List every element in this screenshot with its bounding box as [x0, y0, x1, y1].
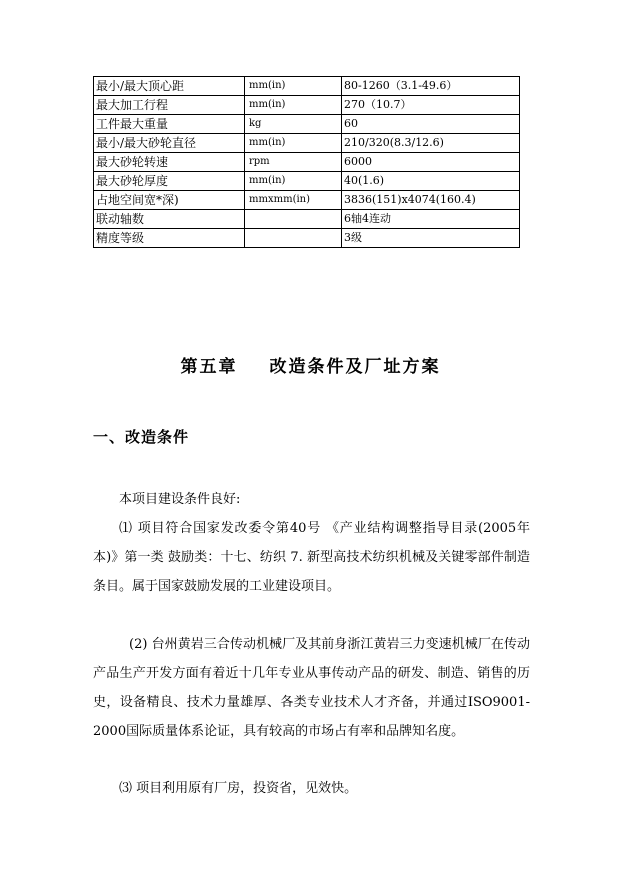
unit-cell: mm(in) [245, 77, 342, 96]
param-cell: 最小/最大顶心距 [94, 77, 245, 96]
unit-cell: kg [245, 115, 342, 134]
table-row [94, 172, 520, 191]
unit-cell: rpm [245, 153, 342, 172]
condition-paragraph-2: (2) 台州黄岩三合传动机械厂及其前身浙江黄岩三力变速机械厂在传动产品生产开发方面有着近十几年专业从事传动产品的研发、制造、销售的历史，设备精良、技术力量雄厚、各类专业技术人才齐备，并通过ISO9001-2000国际质量体系论证，具有较高的市场占有率和品牌知名度。 [93, 637, 530, 739]
unit-cell: mm(in) [245, 96, 342, 115]
param-cell: 占地空间宽*深) [94, 191, 245, 210]
param-cell: 工件最大重量 [94, 115, 245, 134]
condition-paragraph-3: ⑶ 项目利用原有厂房，投资省，见效快。 [119, 781, 358, 796]
value-cell: 40(1.6) [342, 172, 520, 191]
table-row [94, 115, 520, 134]
value-cell: 80-1260（3.1-49.6） [342, 77, 520, 96]
table-row [94, 153, 520, 172]
table-row [94, 229, 520, 248]
unit-cell [245, 229, 342, 248]
table-row [94, 77, 520, 96]
value-cell: 60 [342, 115, 520, 134]
param-cell: 最小/最大砂轮直径 [94, 134, 245, 153]
param-cell: 精度等级 [94, 229, 245, 248]
spec-table [93, 76, 520, 248]
table-row [94, 134, 520, 153]
unit-cell: mm(in) [245, 172, 342, 191]
table-row [94, 210, 520, 229]
condition-paragraph-1: ⑴ 项目符合国家发改委令第40号 《产业结构调整指导目录(2005年本)》第一类 鼓励类：十七、纺织 7. 新型高技术纺织机械及关键零部件制造条目。属于国家鼓励发展的工业建设项目。 [93, 521, 530, 594]
value-cell: 210/320(8.3/12.6) [342, 134, 520, 153]
table-row [94, 191, 520, 210]
intro-paragraph: 本项目建设条件良好: [119, 492, 241, 507]
param-cell: 联动轴数 [94, 210, 245, 229]
value-cell: 270（10.7） [342, 96, 520, 115]
unit-cell: mmxmm(in) [245, 191, 342, 210]
chapter-number: 第五章 [180, 357, 238, 377]
unit-cell [245, 210, 342, 229]
value-cell: 6000 [342, 153, 520, 172]
param-cell: 最大砂轮转速 [94, 153, 245, 172]
chapter-title [0, 352, 621, 377]
param-cell: 最大砂轮厚度 [94, 172, 245, 191]
unit-cell: mm(in) [245, 134, 342, 153]
value-cell: 6轴4连动 [342, 210, 520, 229]
value-cell: 3836(151)x4074(160.4) [342, 191, 520, 210]
section-title: 一、改造条件 [93, 428, 190, 446]
value-cell: 3级 [342, 229, 520, 248]
chapter-heading: 改造条件及厂址方案 [269, 357, 441, 377]
param-cell: 最大加工行程 [94, 96, 245, 115]
table-row [94, 96, 520, 115]
